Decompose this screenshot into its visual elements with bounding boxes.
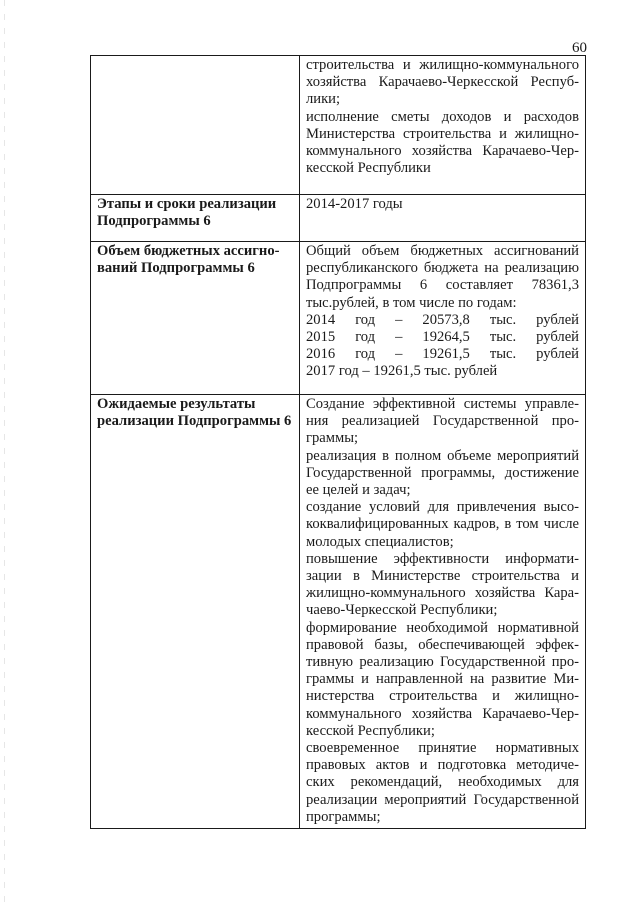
table-row-continued-goals <box>91 56 586 195</box>
cell-line: создание условий для привлечения высо- <box>306 499 579 516</box>
cell-line: Подпрограммы 6 составляет 78361,3 <box>306 277 579 294</box>
cell-line: Общий объем бюджетных ассигнований <box>306 243 579 259</box>
cell-line: граммы; <box>306 430 359 447</box>
cell-line: повышение эффективности информати- <box>306 550 579 567</box>
cell-line: 2014-2017 годы <box>306 196 403 212</box>
cell-line: реализация в полном объеме мероприятий <box>306 447 579 464</box>
cell-line: тивную реализацию Государственной про- <box>306 654 579 671</box>
cell-line: Государственной программы, достижение <box>306 464 579 481</box>
cell-line: тыс.рублей, в том числе по годам: <box>306 294 517 311</box>
row-label-empty <box>91 56 300 195</box>
row-label-budget: Объем бюджетных ассигно-ваний Подпрограммы 6 <box>91 242 300 395</box>
row-value-results <box>300 395 586 829</box>
cell-line: 2014 год – 20573,8 тыс. рублей <box>306 311 579 328</box>
cell-line: Создание эффективной системы управле- <box>306 396 579 412</box>
cell-line: 2016 год – 19261,5 тыс. рублей <box>306 346 579 363</box>
cell-line: Министерства строительства и жилищно- <box>306 125 579 142</box>
row-label-results: Ожидаемые результаты реализации Подпрограммы 6 <box>91 395 300 829</box>
cell-lines <box>306 57 579 177</box>
cell-line: кесской Республики <box>306 160 431 177</box>
cell-lines <box>306 196 579 213</box>
cell-line: строительства и жилищно-коммунального <box>306 57 579 73</box>
cell-line: лики; <box>306 91 341 108</box>
cell-line: молодых специалистов; <box>306 533 454 550</box>
cell-line: коквалифицированных кадров, в том числе <box>306 516 579 533</box>
cell-line: коммунального хозяйства Карачаево-Чер- <box>306 705 579 722</box>
scan-edge-artifact <box>4 0 5 905</box>
cell-line: кесской Республики; <box>306 722 435 739</box>
row-value-goals-continued <box>300 56 586 195</box>
cell-line: формирование необходимой нормативной <box>306 619 579 636</box>
row-label-stages: Этапы и сроки реализации Подпрограммы 6 <box>91 195 300 242</box>
cell-line: правовых актов и подготовка методиче- <box>306 757 579 774</box>
cell-line: 2015 год – 19264,5 тыс. рублей <box>306 329 579 346</box>
cell-line: 2017 год – 19261,5 тыс. рублей <box>306 363 498 380</box>
cell-line: программы; <box>306 808 381 825</box>
cell-line: зации в Министерстве строительства и <box>306 568 579 585</box>
cell-line: жилищно-коммунального хозяйства Кара- <box>306 585 579 602</box>
cell-line: своевременное принятие нормативных <box>306 740 579 757</box>
cell-line: ее целей и задач; <box>306 482 411 499</box>
cell-line: хозяйства Карачаево-Черкесской Респуб- <box>306 74 579 91</box>
cell-line: нистерства строительства и жилищно- <box>306 688 579 705</box>
page-number: 60 <box>572 40 587 56</box>
table-row-results <box>91 395 586 829</box>
cell-line: реализации мероприятий Государственной <box>306 791 579 808</box>
cell-lines <box>306 243 579 381</box>
cell-line: исполнение сметы доходов и расходов <box>306 108 579 125</box>
table-row-budget <box>91 242 586 395</box>
cell-line: коммунального хозяйства Карачаево-Чер- <box>306 143 579 160</box>
cell-line: чаево-Черкесской Республики; <box>306 602 498 619</box>
row-value-budget <box>300 242 586 395</box>
table-row-stages <box>91 195 586 242</box>
row-value-stages <box>300 195 586 242</box>
cell-line: ния реализацией Государственной про- <box>306 413 579 430</box>
subprogram-passport-table <box>90 55 586 829</box>
cell-line: республиканского бюджета на реализацию <box>306 260 579 277</box>
cell-line: граммы и направленной на развитие Ми- <box>306 671 579 688</box>
cell-line: правовой базы, обеспечивающей эффек- <box>306 636 579 653</box>
cell-lines <box>306 396 579 826</box>
cell-line: ских рекомендаций, необходимых для <box>306 774 579 791</box>
